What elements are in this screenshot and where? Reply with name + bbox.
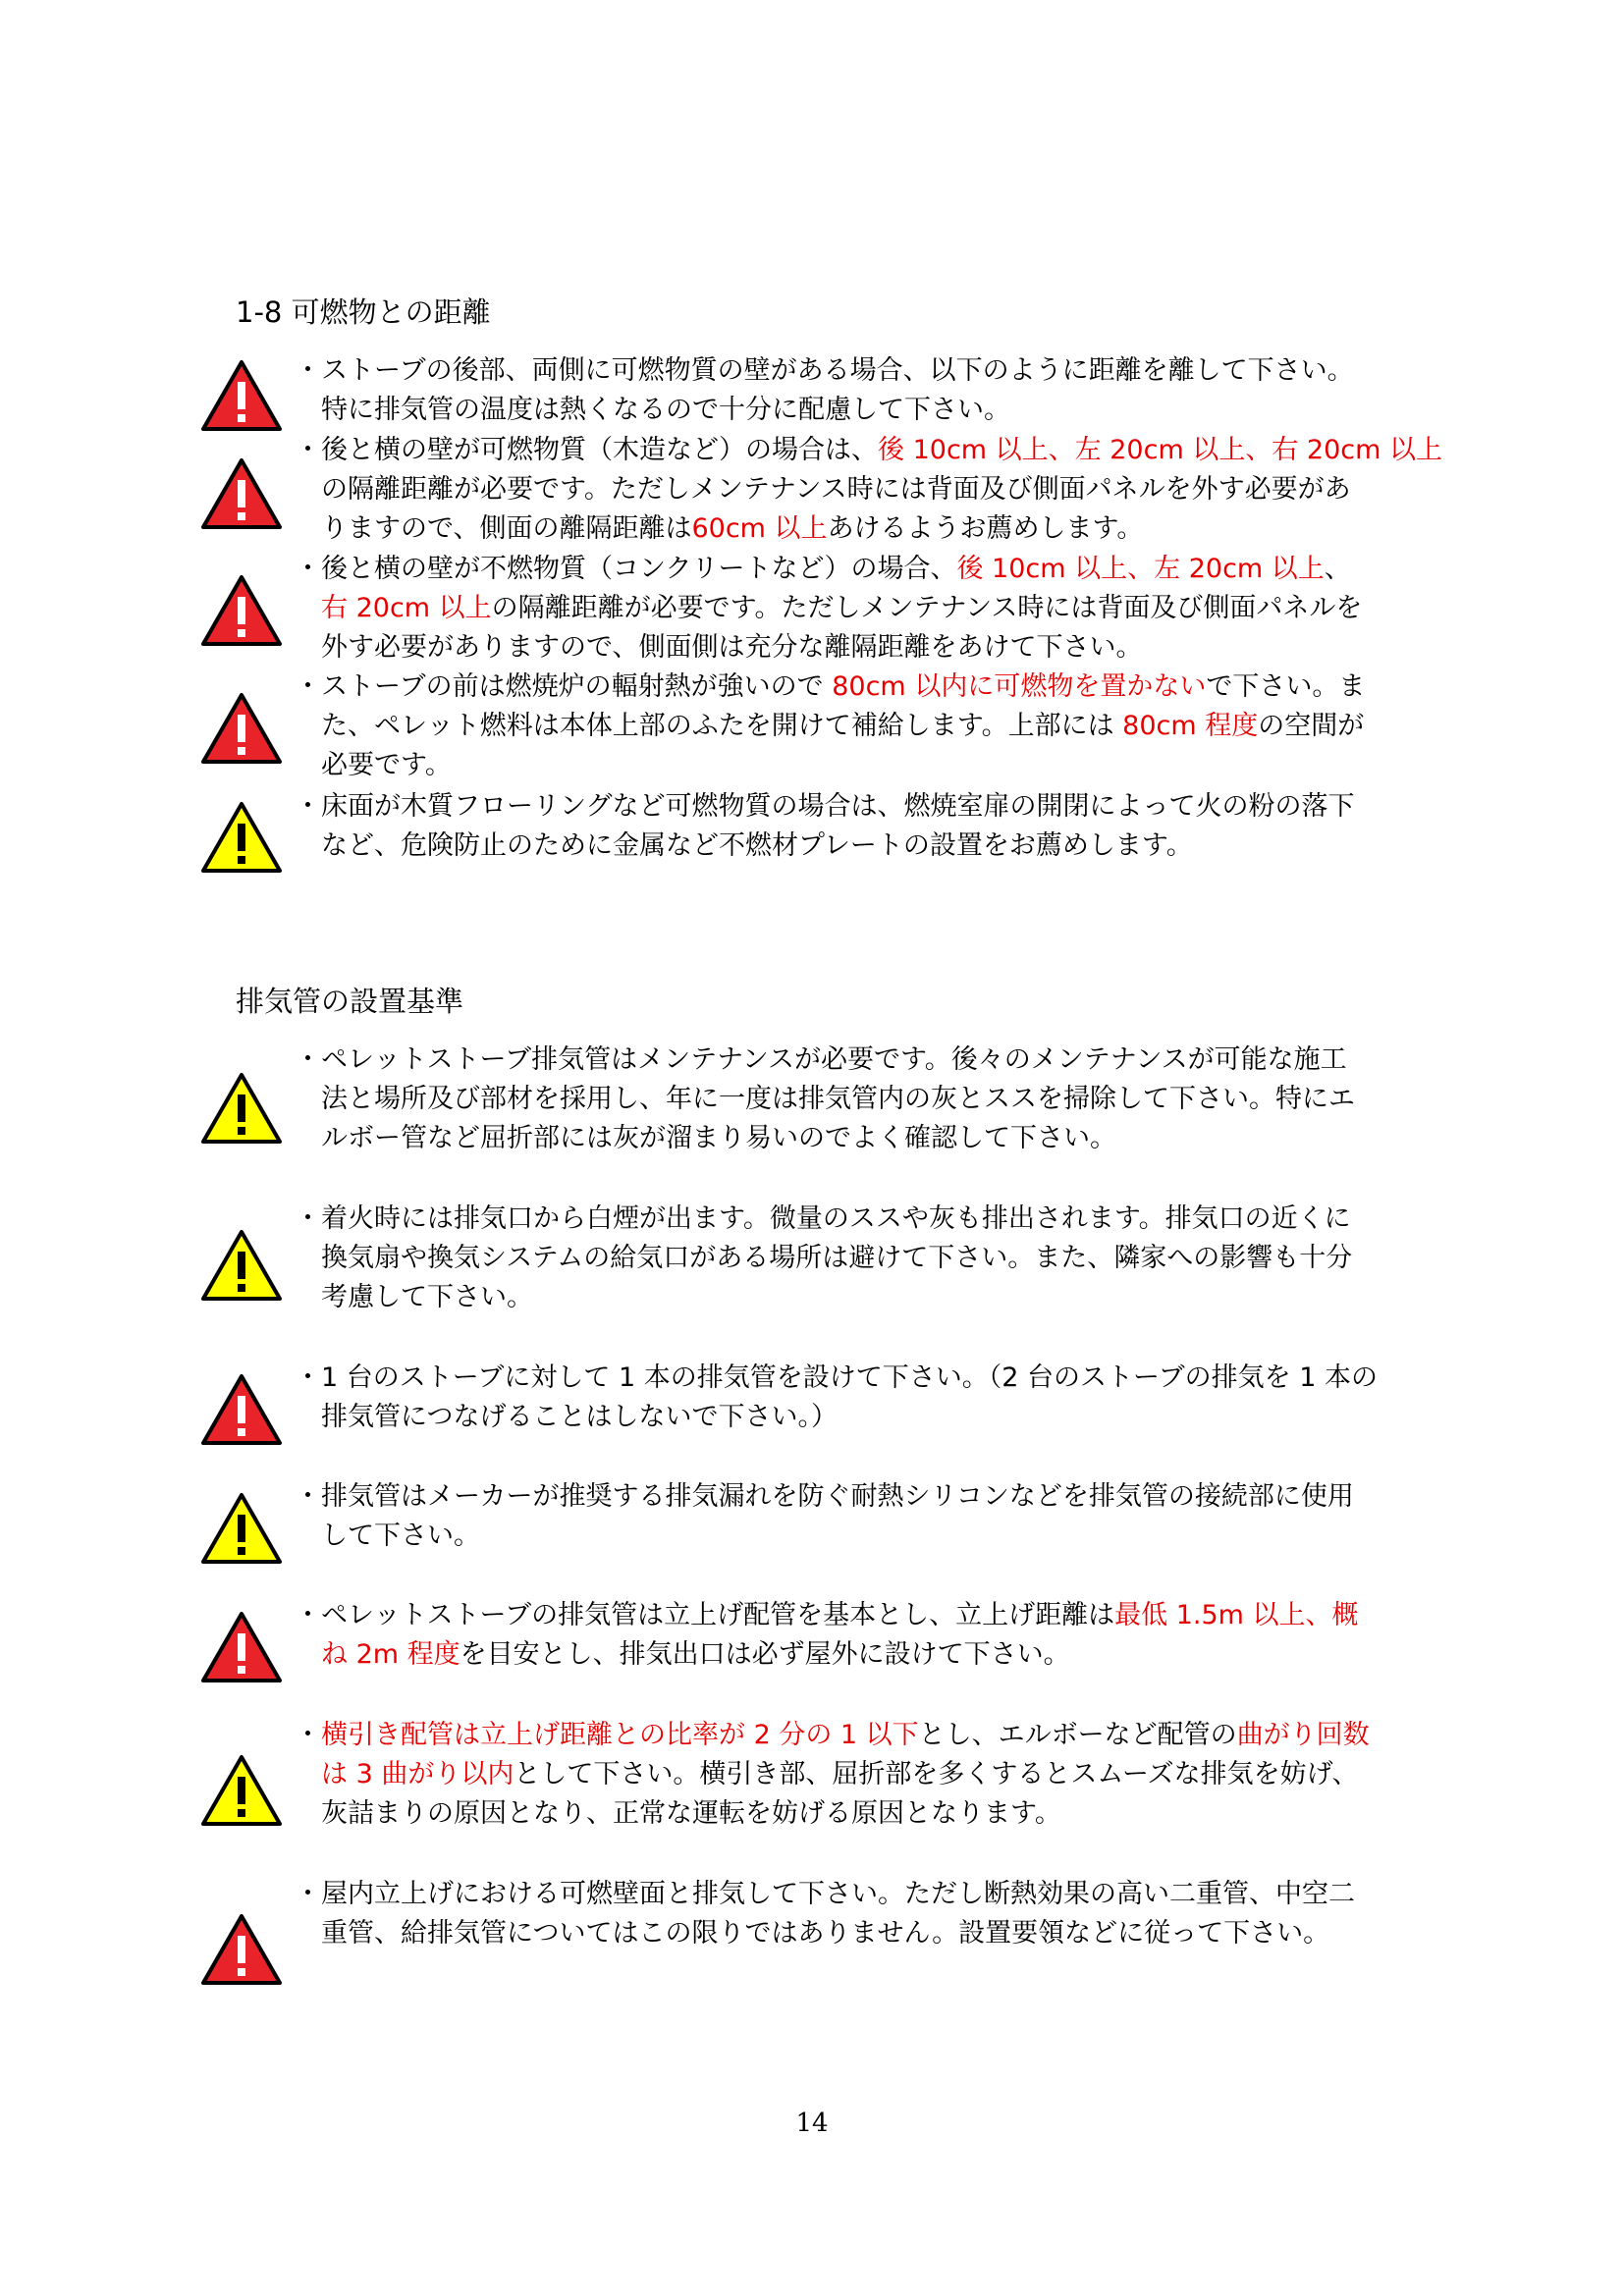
warning-icon (199, 1610, 284, 1684)
warning-icon (199, 691, 284, 766)
text-line (295, 1517, 1414, 1556)
text-line (295, 628, 1414, 667)
emphasis-text: 後 10cm 以上、左 20cm 以上 (956, 554, 1325, 584)
body-text: の空間が (1258, 711, 1365, 741)
text-line (295, 1278, 1414, 1317)
paragraph (295, 1477, 1414, 1556)
body-text: 考慮して下さい。 (295, 1282, 533, 1312)
body-text (295, 1639, 321, 1670)
text-line (295, 1119, 1414, 1158)
caution-icon (199, 800, 284, 875)
emphasis-text: 曲がり回数 (1236, 1720, 1370, 1750)
text-line (295, 667, 1414, 707)
paragraph (295, 1875, 1414, 1953)
body-text (295, 593, 321, 623)
paragraph (295, 431, 1443, 549)
text-line (295, 746, 1414, 785)
body-text: 重管、給排気管についてはこの限りではありません。設置要領などに従って下さい。 (295, 1918, 1330, 1949)
emphasis-text: 60cm 以上 (691, 513, 828, 544)
text-line (295, 1914, 1414, 1953)
body-text: た、ペレット燃料は本体上部のふたを開けて補給します。上部には (295, 711, 1123, 741)
warning-icon (199, 573, 284, 648)
body-text: あけるようお薦めします。 (827, 513, 1144, 544)
body-text: 灰詰まりの原因となり、正常な運転を妨げる原因となります。 (295, 1798, 1061, 1829)
body-text: ルボー管など屈折部には灰が溜まり易いのでよく確認して下さい。 (295, 1123, 1116, 1153)
caution-icon (199, 1491, 284, 1566)
text-line (295, 391, 1414, 430)
emphasis-text: 横引き配管は立上げ距離との比率が 2 分の 1 以下 (321, 1720, 919, 1750)
body-text: の隔離距離が必要です。ただしメンテナンス時には背面及び側面パネルを外す必要があ (295, 474, 1351, 505)
emphasis-text: 80cm 以内に可燃物を置かない (832, 671, 1207, 702)
body-text: ・床面が木質フローリングなど可燃物質の場合は、燃焼室扉の開閉によって火の粉の落下 (295, 791, 1355, 822)
body-text: ・ストーブの後部、両側に可燃物質の壁がある場合、以下のように距離を離して下さい。 (295, 355, 1354, 386)
warning-icon (199, 456, 284, 531)
text-line (295, 1359, 1414, 1398)
text-line (295, 787, 1414, 827)
section-title-combustible-distance: 1-8 可燃物との距離 (236, 295, 491, 329)
text-line (295, 431, 1443, 470)
body-text: など、危険防止のために金属など不燃材プレートの設置をお薦めします。 (295, 830, 1193, 861)
text-line (295, 1398, 1414, 1437)
emphasis-text: ね 2m 程度 (321, 1639, 460, 1670)
section-title-exhaust-pipe: 排気管の設置基準 (236, 985, 464, 1018)
paragraph (295, 351, 1414, 430)
body-text: ・ (295, 1720, 321, 1750)
paragraph (295, 667, 1414, 785)
text-line (295, 1200, 1414, 1239)
caution-icon (199, 1753, 284, 1828)
paragraph (295, 550, 1414, 667)
text-line (295, 351, 1414, 391)
warning-icon (199, 1912, 284, 1987)
paragraph (295, 1596, 1414, 1675)
body-text: ・ストーブの前は燃焼炉の輻射熱が強いので (295, 671, 833, 702)
warning-icon (199, 358, 284, 433)
emphasis-text: は 3 曲がり以内 (321, 1759, 514, 1789)
paragraph (295, 1359, 1414, 1437)
body-text: ・後と横の壁が不燃物質（コンクリートなど）の場合、 (295, 554, 957, 584)
emphasis-text: 最低 1.5m 以上、概 (1114, 1600, 1359, 1630)
emphasis-text: 80cm 程度 (1122, 711, 1259, 741)
body-text: ・排気管はメーカーが推奨する排気漏れを防ぐ耐熱シリコンなどを排気管の接続部に使用 (295, 1481, 1354, 1512)
paragraph (295, 787, 1414, 866)
body-text (295, 1759, 321, 1789)
page-number: 14 (795, 2109, 829, 2138)
body-text: として下さい。横引き部、屈折部を多くするとスムーズな排気を妨げ、 (514, 1759, 1359, 1789)
body-text: 換気扇や換気システムの給気口がある場所は避けて下さい。また、隣家への影響も十分 (295, 1243, 1353, 1273)
text-line (295, 1477, 1414, 1517)
emphasis-text: 右 20cm 以上 (321, 593, 492, 623)
body-text: を目安とし、排気出口は必ず屋外に設けて下さい。 (460, 1639, 1070, 1670)
text-line (295, 1596, 1414, 1635)
paragraph (295, 1716, 1414, 1834)
body-text: ・屋内立上げにおける可燃壁面と排気して下さい。ただし断熱効果の高い二重管、中空二 (295, 1879, 1355, 1909)
text-line (295, 550, 1414, 589)
text-line (295, 470, 1414, 509)
caution-icon (199, 1071, 284, 1146)
emphasis-text: 後 10cm 以上、左 20cm 以上、右 20cm 以上 (878, 435, 1443, 465)
text-line (295, 1239, 1414, 1278)
body-text: で下さい。ま (1206, 671, 1366, 702)
body-text: 特に排気管の温度は熱くなるので十分に配慮して下さい。 (295, 395, 1010, 425)
paragraph (295, 1200, 1414, 1317)
text-line (295, 707, 1414, 746)
text-line (295, 1716, 1414, 1755)
text-line (295, 1755, 1414, 1794)
body-text: ・1 台のストーブに対して 1 本の排気管を設けて下さい。（2 台のストーブの排気を 1 本の (295, 1362, 1379, 1393)
text-line (295, 1794, 1414, 1834)
body-text: ・着火時には排気口から白煙が出ます。微量のススや灰も排出されます。排気口の近くに (295, 1203, 1351, 1234)
body-text: とし、エルボーなど配管の (918, 1720, 1237, 1750)
body-text: ・ペレットストーブ排気管はメンテナンスが必要です。後々のメンテナンスが可能な施工 (295, 1044, 1347, 1075)
body-text: りますので、側面の離隔距離は (295, 513, 692, 544)
text-line (295, 1041, 1414, 1080)
warning-icon (199, 1372, 284, 1447)
body-text: の隔離距離が必要です。ただしメンテナンス時には背面及び側面パネルを (491, 593, 1363, 623)
body-text: 排気管につなげることはしないで下さい。） (295, 1402, 838, 1432)
text-line (295, 827, 1414, 866)
paragraph (295, 1041, 1414, 1158)
body-text: 、 (1324, 554, 1351, 584)
body-text: 外す必要がありますので、側面側は充分な離隔距離をあけて下さい。 (295, 632, 1143, 663)
text-line (295, 1080, 1414, 1119)
body-text: 法と場所及び部材を採用し、年に一度は排気管内の灰とススを掃除して下さい。特にエ (295, 1084, 1355, 1114)
body-text: ・後と横の壁が可燃物質（木造など）の場合は、 (295, 435, 878, 465)
text-line (295, 1875, 1414, 1914)
body-text: 必要です。 (295, 750, 452, 780)
text-line (295, 509, 1414, 549)
body-text: して下さい。 (295, 1521, 480, 1551)
text-line (295, 589, 1414, 628)
text-line (295, 1635, 1414, 1675)
caution-icon (199, 1228, 284, 1303)
body-text: ・ペレットストーブの排気管は立上げ配管を基本とし、立上げ距離は (295, 1600, 1115, 1630)
